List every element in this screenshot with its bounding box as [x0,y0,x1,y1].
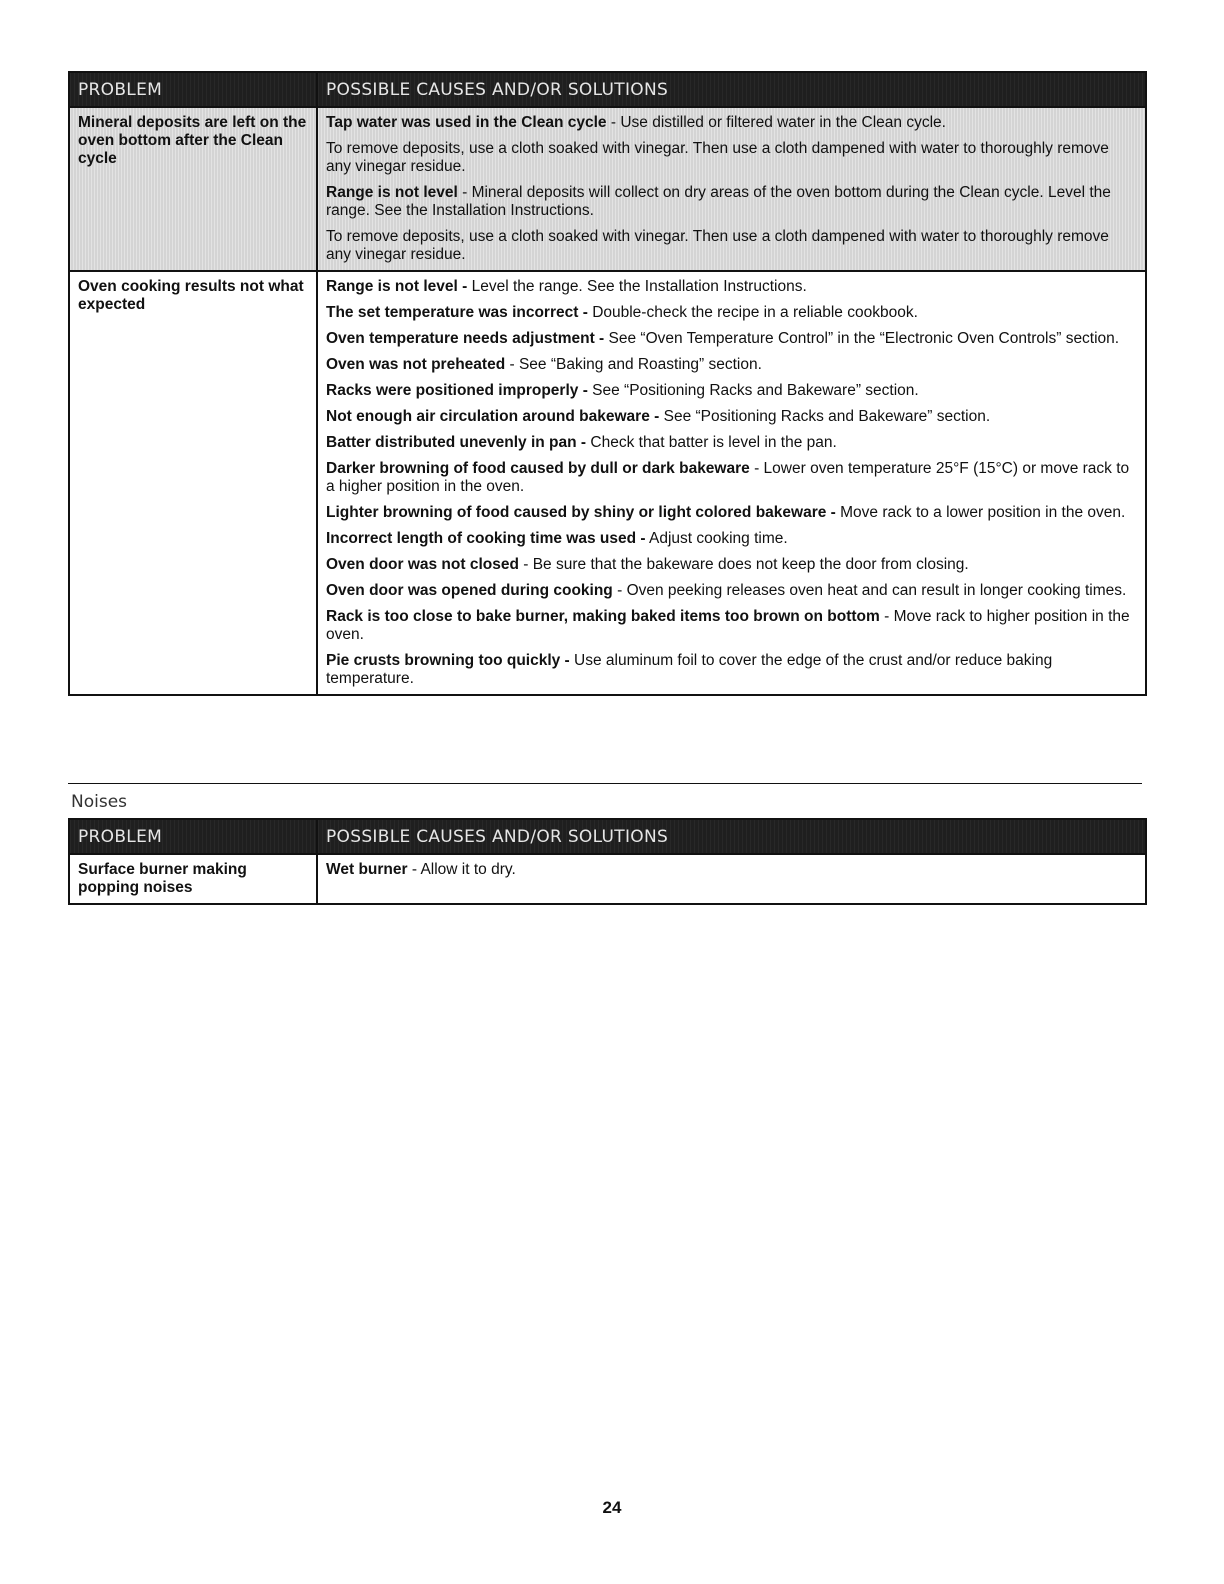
solution-text: Mineral deposits will collect on dry areas of the oven bottom during the Clean cycle. Level the range. See the Installation Instructions. [326,184,1111,219]
solution-text: See “Baking and Roasting” section. [518,356,762,373]
solution-item [326,184,1137,220]
troubleshooting-table-noises [68,818,1147,905]
solution-cause: Incorrect length of cooking time was used - [326,530,646,547]
solutions-cell [317,854,1146,904]
solution-text: Lower oven temperature 25°F (15°C) or move rack to a higher position in the oven. [326,460,1130,495]
solution-item [326,228,1137,264]
solution-separator: - [749,460,764,477]
solution-cause: Oven was not preheated [326,356,506,373]
solution-item [326,504,1137,522]
solution-cause: Pie crusts browning too quickly - [326,652,570,669]
table-row [69,271,1146,695]
solution-item [326,530,1137,548]
solution-separator: - [879,608,894,625]
solution-text: Use distilled or filtered water in the Clean cycle. [620,114,946,131]
solution-text: Be sure that the bakeware does not keep the door from closing. [532,556,969,573]
troubleshooting-table-oven [68,71,1147,696]
solution-text: See “Oven Temperature Control” in the “Electronic Oven Controls” section. [608,330,1120,347]
solution-item [326,356,1137,374]
solution-cause: Tap water was used in the Clean cycle [326,114,607,131]
problem-cell: Oven cooking results not what expected [69,271,317,695]
solution-item [326,608,1137,644]
solution-separator: - [606,114,621,131]
problem-column-header: PROBLEM [69,72,317,107]
solution-cause: Range is not level [326,184,458,201]
problem-column-header: PROBLEM [69,819,317,854]
section-divider [68,783,1142,784]
solution-text: Oven peeking releases oven heat and can result in longer cooking times. [626,582,1127,599]
solution-item [326,582,1137,600]
solution-cause: Range is not level - [326,278,468,295]
problem-cell: Surface burner making popping noises [69,854,317,904]
solution-item [326,408,1137,426]
table-row [69,107,1146,271]
solution-cause: The set temperature was incorrect - [326,304,588,321]
solution-item [326,114,1137,132]
solution-text: Double-check the recipe in a reliable cookbook. [592,304,918,321]
solution-text: Adjust cooking time. [648,530,788,547]
solutions-cell [317,107,1146,271]
table-header-row [69,72,1146,107]
solution-cause: Darker browning of food caused by dull or dark bakeware [326,460,750,477]
solution-separator: - [518,556,533,573]
solution-cause: Racks were positioned improperly - [326,382,588,399]
section-heading-noises: Noises [71,792,128,812]
solution-text: See “Positioning Racks and Bakeware” section. [592,382,919,399]
solution-item [326,652,1137,688]
solution-item [326,382,1137,400]
solution-separator: - [612,582,627,599]
solution-text: Level the range. See the Installation Instructions. [471,278,807,295]
solution-item [326,330,1137,348]
solution-cause: Oven door was opened during cooking [326,582,613,599]
solution-separator: - [407,861,421,878]
solutions-column-header: POSSIBLE CAUSES AND/OR SOLUTIONS [317,819,1146,854]
solution-text: Use aluminum foil to cover the edge of the crust and/or reduce baking temperature. [326,652,1053,687]
solution-cause: Wet burner [326,861,408,878]
solution-item [326,140,1137,176]
solution-item [326,861,1137,879]
solutions-column-header: POSSIBLE CAUSES AND/OR SOLUTIONS [317,72,1146,107]
solution-cause: Not enough air circulation around bakeware - [326,408,660,425]
solution-text: Check that batter is level in the pan. [590,434,837,451]
solution-text: Move rack to a lower position in the oven. [840,504,1126,521]
solution-separator: - [457,184,472,201]
solution-text: Allow it to dry. [420,861,516,878]
solution-item [326,434,1137,452]
table-header-row [69,819,1146,854]
solution-cause: Lighter browning of food caused by shiny or light colored bakeware - [326,504,836,521]
solution-text: To remove deposits, use a cloth soaked with vinegar. Then use a cloth dampened with water to thoroughly remove any vinegar residue. [326,228,1109,263]
solutions-cell [317,271,1146,695]
solution-text: To remove deposits, use a cloth soaked with vinegar. Then use a cloth dampened with water to thoroughly remove any vinegar residue. [326,140,1109,175]
solution-separator: - [505,356,519,373]
problem-cell: Mineral deposits are left on the oven bottom after the Clean cycle [69,107,317,271]
solution-cause: Batter distributed unevenly in pan - [326,434,587,451]
solution-text: See “Positioning Racks and Bakeware” section. [663,408,991,425]
solution-cause: Oven temperature needs adjustment - [326,330,605,347]
table-row [69,854,1146,904]
solution-cause: Rack is too close to bake burner, making baked items too brown on bottom [326,608,880,625]
solution-item [326,304,1137,322]
page-number: 24 [602,1498,622,1517]
solution-item [326,278,1137,296]
solution-item [326,460,1137,496]
solution-text: Move rack to higher position in the oven. [326,608,1130,643]
solution-item [326,556,1137,574]
solution-cause: Oven door was not closed [326,556,519,573]
